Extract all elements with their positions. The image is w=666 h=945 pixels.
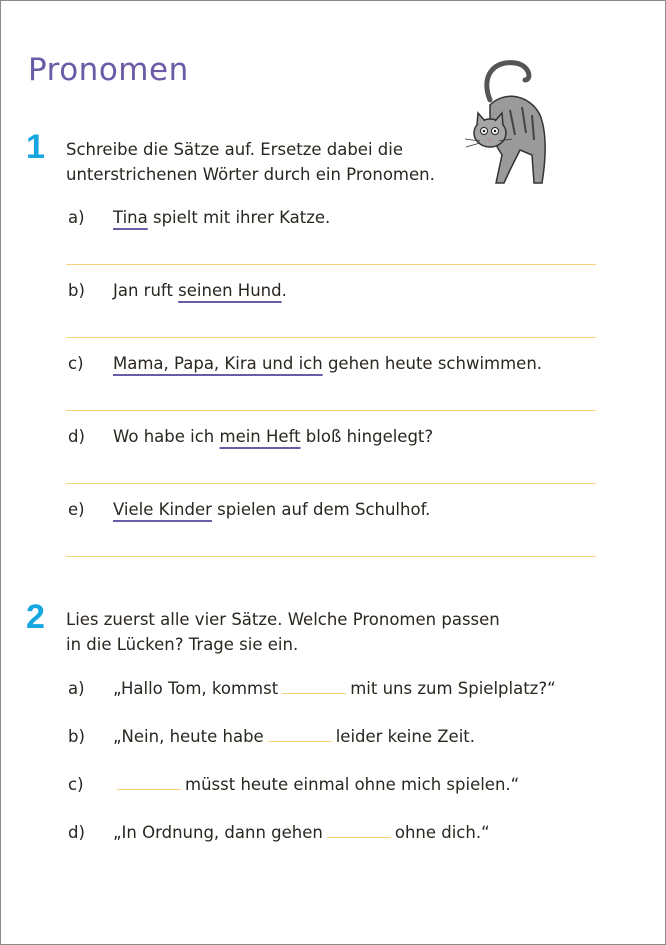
item-label: d)	[68, 427, 85, 446]
item-label: a)	[68, 208, 85, 227]
underlined-words: Mama, Papa, Kira und ich	[113, 354, 323, 373]
instruction-line: Schreibe die Sätze auf. Ersetze dabei die	[66, 140, 403, 159]
item-label: e)	[68, 500, 85, 519]
writing-line[interactable]	[66, 483, 596, 484]
fill-in-blank[interactable]	[327, 823, 391, 838]
sentence-text: Wo habe ich	[113, 427, 220, 446]
instruction-line: in die Lücken? Trage sie ein.	[66, 635, 299, 654]
instruction-line: unterstrichenen Wörter durch ein Pronomen.	[66, 165, 435, 184]
writing-line[interactable]	[66, 264, 596, 265]
underlined-words: Tina	[113, 208, 148, 227]
writing-line[interactable]	[66, 410, 596, 411]
item-label: b)	[68, 727, 85, 746]
task-1-item	[68, 208, 330, 227]
sentence-text: leider keine Zeit.	[335, 727, 475, 746]
fill-in-blank[interactable]	[282, 679, 346, 694]
sentence-text: müsst heute einmal ohne mich spielen.“	[185, 775, 520, 794]
sentence-text: „In Ordnung, dann gehen	[113, 823, 323, 842]
underlined-words: seinen Hund	[178, 281, 282, 300]
fill-in-blank[interactable]	[268, 727, 332, 742]
task-2-item	[68, 727, 475, 746]
task-1-item	[68, 354, 542, 373]
sentence-text: gehen heute schwimmen.	[322, 354, 543, 373]
sentence-text: .	[281, 281, 287, 300]
sentence-text: spielen auf dem Schulhof.	[211, 500, 431, 519]
sentence-text: „Hallo Tom, kommst	[113, 679, 279, 698]
underlined-words: Viele Kinder	[113, 500, 212, 519]
item-label: d)	[68, 823, 85, 842]
sentence-text: Jan ruft	[113, 281, 179, 300]
task-2-item	[68, 823, 490, 842]
item-label: b)	[68, 281, 85, 300]
task-1-instruction	[66, 137, 435, 187]
writing-line[interactable]	[66, 556, 596, 557]
sentence-text: bloß hingelegt?	[300, 427, 434, 446]
sentence-text: ohne dich.“	[394, 823, 490, 842]
task-1-item	[68, 500, 430, 519]
task-1-item	[68, 427, 433, 446]
item-label: c)	[68, 354, 84, 373]
fill-in-blank[interactable]	[117, 775, 181, 790]
task-2-number: 2	[26, 598, 45, 636]
underlined-words: mein Heft	[219, 427, 301, 446]
task-1-item	[68, 281, 287, 300]
instruction-line: Lies zuerst alle vier Sätze. Welche Pronomen passen	[66, 610, 500, 629]
task-2-item	[68, 679, 556, 698]
sentence-text: spielt mit ihrer Katze.	[147, 208, 331, 227]
task-1-number: 1	[26, 128, 45, 166]
task-2-instruction	[66, 607, 500, 657]
sentence-text: „Nein, heute habe	[113, 727, 264, 746]
page-title: Pronomen	[28, 52, 189, 88]
cat-illustration	[460, 55, 570, 190]
item-label: c)	[68, 775, 84, 794]
item-label: a)	[68, 679, 85, 698]
sentence-text: mit uns zum Spielplatz?“	[350, 679, 556, 698]
writing-line[interactable]	[66, 337, 596, 338]
task-2-item	[68, 775, 519, 794]
